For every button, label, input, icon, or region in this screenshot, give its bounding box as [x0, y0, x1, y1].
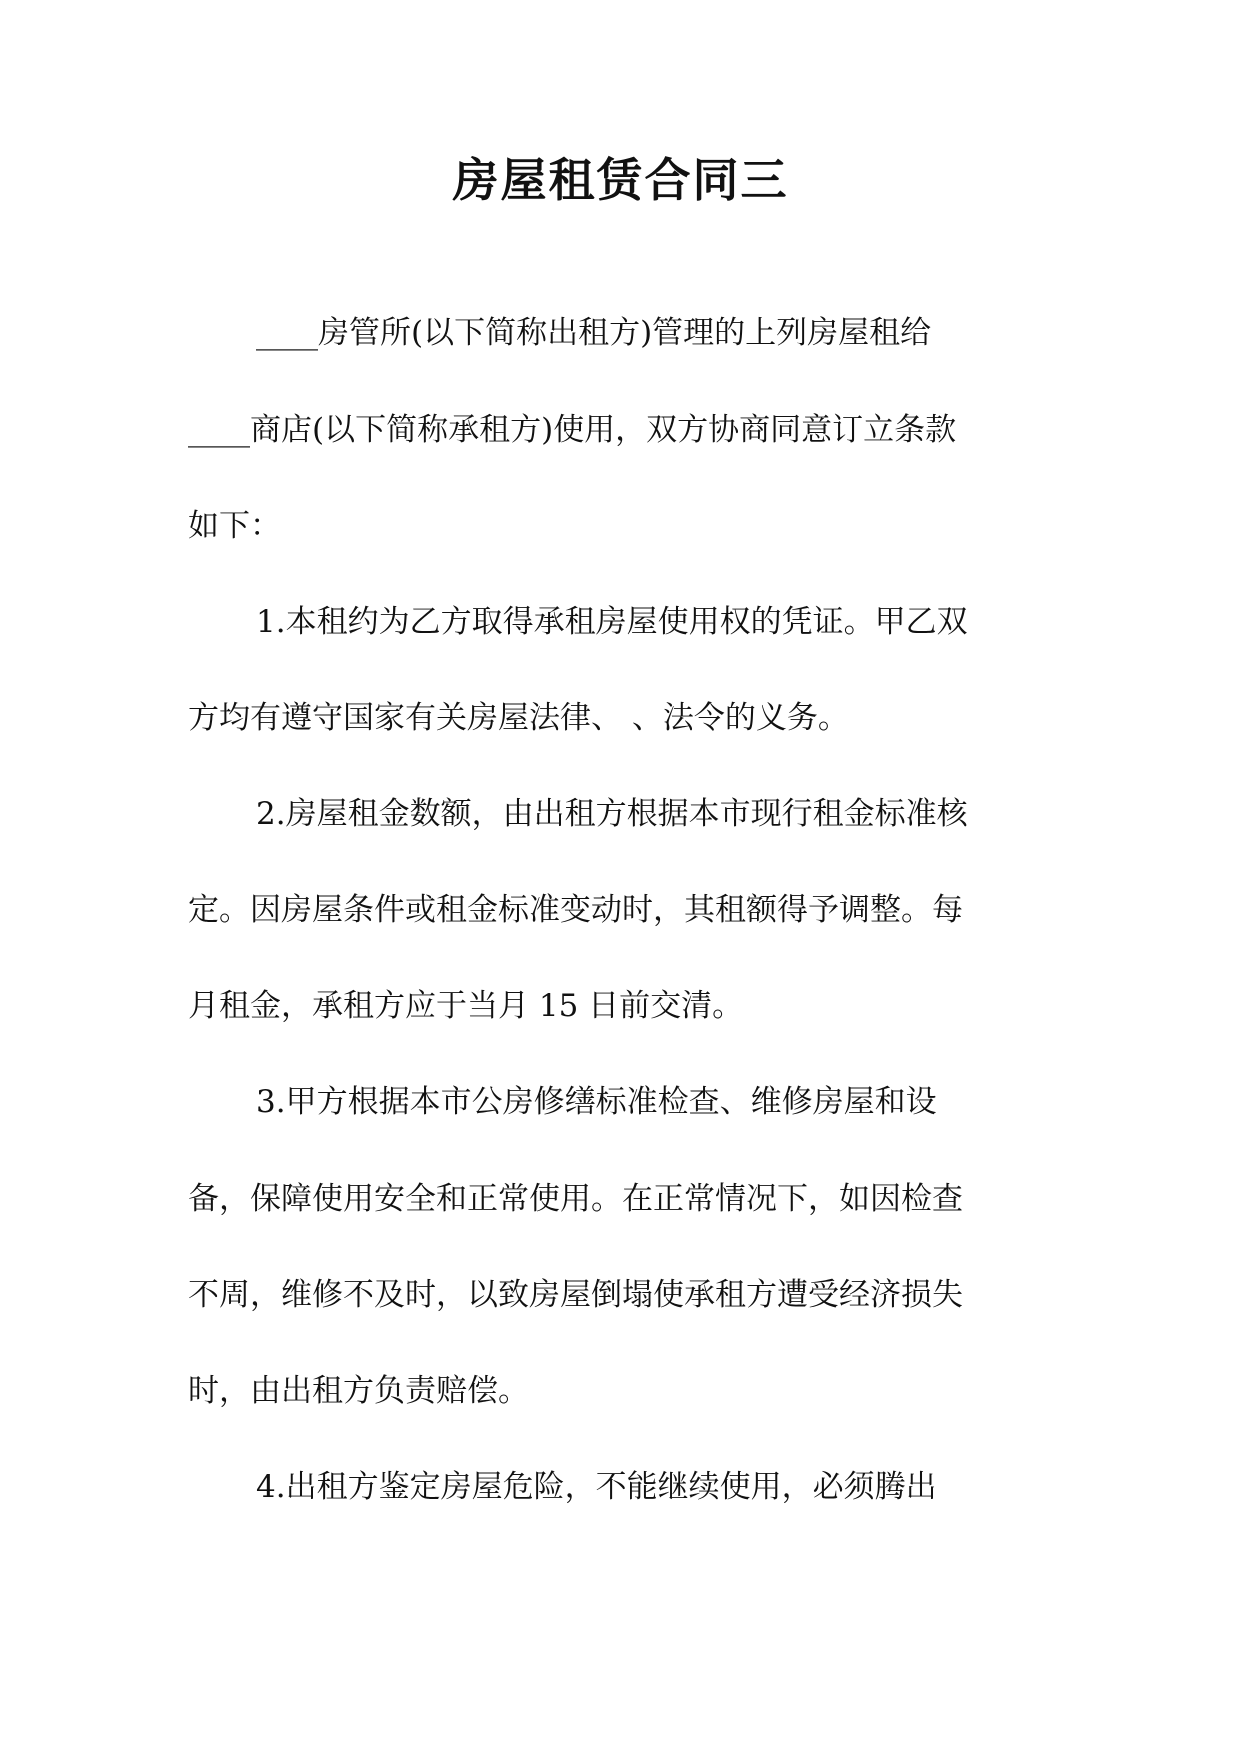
clause-2-line-2: 定。因房屋条件或租金标准变动时，其租额得予调整。每	[188, 892, 963, 928]
clause-2-line-3: 月租金，承租方应于当月 15 日前交清。	[188, 988, 744, 1024]
clause-1-line-1: 1.本租约为乙方取得承租房屋使用权的凭证。甲乙双	[256, 604, 968, 640]
clause-3-line-1: 3.甲方根据本市公房修缮标准检查、维修房屋和设	[256, 1084, 937, 1120]
clause-4-line-1: 4.出租方鉴定房屋危险，不能继续使用，必须腾出	[256, 1469, 937, 1505]
paragraph-1-line-2: ____商店(以下简称承租方)使用，双方协商同意订立条款	[188, 412, 957, 448]
paragraph-1-line-1: ____房管所(以下简称出租方)管理的上列房屋租给	[256, 315, 932, 351]
paragraph-1-line-3: 如下：	[188, 508, 281, 544]
clause-3-line-3: 不周，维修不及时，以致房屋倒塌使承租方遭受经济损失	[188, 1277, 963, 1313]
clause-3-line-4: 时，由出租方负责赔偿。	[188, 1373, 529, 1409]
clause-1-line-2: 方均有遵守国家有关房屋法律、 、法令的义务。	[188, 700, 849, 736]
clause-3-line-2: 备，保障使用安全和正常使用。在正常情况下，如因检查	[188, 1181, 963, 1217]
document-title: 房屋租赁合同三	[452, 153, 789, 207]
clause-2-line-1: 2.房屋租金数额，由出租方根据本市现行租金标准核	[256, 796, 968, 832]
